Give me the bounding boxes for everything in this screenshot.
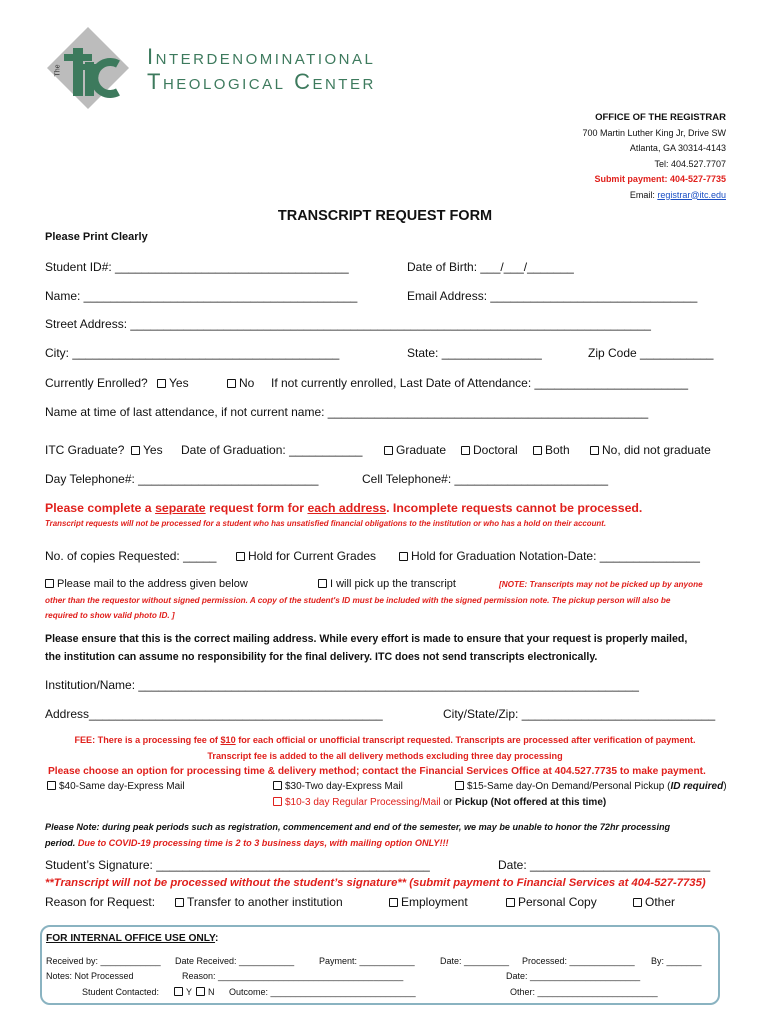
contacted-n-checkbox[interactable] <box>196 987 205 996</box>
registrar-address2: Atlanta, GA 30314-4143 <box>629 143 726 153</box>
hold-grad-option[interactable] <box>399 549 700 563</box>
contacted-n-label: N <box>208 987 215 997</box>
option-15-id-required: ID required <box>670 781 724 792</box>
reason-personal-label: Personal Copy <box>518 895 597 909</box>
reason-personal-checkbox[interactable] <box>506 898 515 907</box>
mailing-disclaimer-line2: the institution can assume no responsibility for the final delivery. ITC does not send transcripts electronically. <box>45 651 598 663</box>
graduate-option[interactable] <box>384 443 446 457</box>
registrar-block <box>582 110 726 203</box>
mail-to-option[interactable] <box>45 578 248 590</box>
notice-text-3: . Incomplete requests cannot be processed. <box>386 501 643 515</box>
last-date-field[interactable]: If not currently enrolled, Last Date of Attendance: _______________________ <box>271 376 688 390</box>
notice-text-1: Please complete a <box>45 501 156 515</box>
state-field[interactable]: State: _______________ <box>407 346 542 360</box>
dob-field[interactable]: Date of Birth: ___/___/_______ <box>407 260 574 274</box>
option-40-checkbox[interactable] <box>47 781 56 790</box>
signature-date-field[interactable]: Date: ___________________________ <box>498 858 711 872</box>
separate-form-notice <box>45 501 642 515</box>
day-telephone-field[interactable]: Day Telephone#: ___________________________ <box>45 472 319 486</box>
both-option[interactable] <box>533 443 570 457</box>
grad-yes-option[interactable] <box>131 443 163 457</box>
city-state-zip-field[interactable]: City/State/Zip: _____________________________ <box>443 707 716 721</box>
reason-transfer-label: Transfer to another institution <box>187 895 343 909</box>
outcome-field[interactable]: Outcome: _____________________________ <box>229 987 416 997</box>
pickup-checkbox[interactable] <box>318 579 327 588</box>
no-grad-option[interactable] <box>590 443 711 457</box>
registrar-submit-payment: Submit payment: 404-527-7735 <box>594 174 726 184</box>
mail-to-checkbox[interactable] <box>45 579 54 588</box>
logo-small-text: The <box>54 64 62 77</box>
grad-yes-checkbox[interactable] <box>131 446 140 455</box>
hold-current-checkbox[interactable] <box>236 552 245 561</box>
hold-current-label: Hold for Current Grades <box>248 549 377 563</box>
option-10-checkbox[interactable] <box>273 797 282 806</box>
institution-address-field[interactable]: Address____________________________________________ <box>45 707 383 721</box>
doctoral-checkbox[interactable] <box>461 446 470 455</box>
doctoral-option[interactable] <box>461 443 518 457</box>
option-40-express[interactable] <box>47 781 185 792</box>
zip-field[interactable]: Zip Code ___________ <box>588 346 714 360</box>
hold-grad-checkbox[interactable] <box>399 552 408 561</box>
notice-separate: separate <box>155 501 206 515</box>
student-signature-field[interactable]: Student’s Signature: _________________________________________ <box>45 858 430 872</box>
reason-personal-option[interactable] <box>506 895 597 909</box>
enrolled-yes-option[interactable] <box>157 376 189 390</box>
mail-to-label: Please mail to the address given below <box>57 578 248 590</box>
name-field[interactable]: Name: _________________________________________ <box>45 289 358 303</box>
name-at-time-field[interactable]: Name at time of last attendance, if not current name: ________________________________________________ <box>45 405 649 419</box>
option-15-close: ) <box>723 781 727 792</box>
contacted-y-label: Y <box>186 987 193 997</box>
print-clearly: Please Print Clearly <box>45 231 148 243</box>
pickup-option[interactable] <box>318 578 456 590</box>
reason-for-request-label: Reason for Request: <box>45 895 156 909</box>
reason-other-option[interactable] <box>633 895 675 909</box>
payment-field[interactable]: Payment: ___________ <box>319 956 415 966</box>
pickup-note-line3: required to show valid photo ID. ] <box>45 611 175 620</box>
fee-amount: $10 <box>220 735 236 745</box>
office-use-title-text: FOR INTERNAL OFFICE USE ONLY <box>46 933 216 944</box>
no-grad-checkbox[interactable] <box>590 446 599 455</box>
option-10-pickup-note: Pickup (Not offered at this time) <box>455 797 607 808</box>
currently-enrolled-label: Currently Enrolled? <box>45 376 148 390</box>
fee-text-1: FEE: There is a processing fee of <box>74 735 221 745</box>
notice-text-2: request form for <box>205 501 308 515</box>
doctoral-label: Doctoral <box>473 443 518 457</box>
pickup-note-line2: other than the requestor without signed permission. A copy of the student's ID must be included with the signed permission note. The pickup person will also be <box>45 596 671 605</box>
processed-by-field[interactable]: By: _______ <box>651 956 702 966</box>
processed-field[interactable]: Processed: _____________ <box>522 956 635 966</box>
org-name-line1: Interdenominational <box>147 44 376 69</box>
cell-telephone-field[interactable]: Cell Telephone#: _______________________ <box>362 472 609 486</box>
option-15-pickup[interactable] <box>455 781 727 792</box>
reason-other-checkbox[interactable] <box>633 898 642 907</box>
signature-warning: **Transcript will not be processed without the student’s signature** (submit payment to Financial Services at 404-527-7735) <box>45 877 706 889</box>
option-10-or: or <box>440 797 456 808</box>
student-id-field[interactable]: Student ID#: ___________________________________ <box>45 260 349 274</box>
email-address-field[interactable]: Email Address: _______________________________ <box>407 289 698 303</box>
graduate-label: Graduate <box>396 443 447 457</box>
option-40-label: $40-Same day-Express Mail <box>59 781 185 792</box>
option-10-regular[interactable] <box>273 797 606 808</box>
graduate-checkbox[interactable] <box>384 446 393 455</box>
reason-other-label: Other <box>645 895 676 909</box>
option-15-checkbox[interactable] <box>455 781 464 790</box>
enrolled-no-label: No <box>239 376 255 390</box>
enrolled-no-checkbox[interactable] <box>227 379 236 388</box>
reason-transfer-option[interactable] <box>175 895 343 909</box>
registrar-tel: Tel: 404.527.7707 <box>654 158 726 169</box>
reason-employment-checkbox[interactable] <box>389 898 398 907</box>
reason-transfer-checkbox[interactable] <box>175 898 184 907</box>
choose-option-notice: Please choose an option for processing time & delivery method; contact the Financial Services Office at 404.527.7735 to make payment. <box>48 766 706 777</box>
both-checkbox[interactable] <box>533 446 542 455</box>
registrar-email-line <box>582 188 726 204</box>
pickup-note-line1: [NOTE: Transcripts may not be picked up by anyone <box>499 580 703 589</box>
registrar-email-link[interactable]: registrar@itc.edu <box>657 189 726 200</box>
graduation-date-field[interactable]: Date of Graduation: ___________ <box>181 443 363 457</box>
form-title: TRANSCRIPT REQUEST FORM <box>277 208 493 224</box>
email-label: Email: <box>629 189 658 200</box>
option-10-label: $10-3 day Regular Processing/Mail <box>285 797 441 808</box>
option-30-express[interactable] <box>273 781 403 792</box>
itc-graduate-label: ITC Graduate? <box>45 443 125 457</box>
grad-yes-label: Yes <box>143 443 163 457</box>
reason-employment-label: Employment <box>401 895 468 909</box>
date-received-field[interactable]: Date Received: ___________ <box>175 956 295 966</box>
street-address-field[interactable]: Street Address: ______________________________________________________________________________ <box>45 317 651 331</box>
peak-period-note-line1: Please Note: during peak periods such as registration, commencement and end of the semester, we may be unable to honor the 72hr processing <box>45 822 671 832</box>
no-grad-label: No, did not graduate <box>602 443 711 457</box>
reason-employment-option[interactable] <box>389 895 468 909</box>
contacted-n-option[interactable] <box>196 987 215 997</box>
both-label: Both <box>545 443 570 457</box>
notes-not-processed: Notes: Not Processed <box>46 971 134 981</box>
fee-notice-line1 <box>0 735 770 745</box>
enrolled-yes-label: Yes <box>169 376 189 390</box>
option-15-label: $15-Same day-On Demand/Personal Pickup ( <box>467 781 671 792</box>
city-field[interactable]: City: ________________________________________ <box>45 346 340 360</box>
other-field[interactable]: Other: ________________________ <box>510 987 658 997</box>
registrar-address1: 700 Martin Luther King Jr, Drive SW <box>582 127 726 138</box>
office-use-title <box>46 933 218 944</box>
notice-each-address: each address <box>307 501 387 515</box>
student-contacted-label: Student Contacted: <box>82 987 160 997</box>
mailing-disclaimer-line1: Please ensure that this is the correct mailing address. While every effort is made to ensure that your request is properly mailed, <box>45 633 688 645</box>
received-by-field[interactable]: Received by: ____________ <box>46 956 161 966</box>
payment-date-field[interactable]: Date: _________ <box>440 956 510 966</box>
org-name-line2: Theological Center <box>147 69 376 94</box>
peak-period-note-line2 <box>45 838 449 848</box>
peak-period-text: period. <box>45 838 78 848</box>
financial-obligation-note: Transcript requests will not be processed for a student who has unsatisfied financial obligations to the institution or who has a hold on their account. <box>45 519 607 528</box>
covid-notice: Due to COVID-19 processing time is 2 to 3 business days, with mailing option ONLY!!! <box>77 838 449 848</box>
hold-current-option[interactable] <box>236 549 376 563</box>
fee-text-2: for each official or unofficial transcript requested. Transcripts are processed after verification of payment. <box>235 735 696 745</box>
not-processed-reason-field[interactable]: Reason: _____________________________________ <box>182 971 404 981</box>
pickup-label: I will pick up the transcript <box>330 578 456 590</box>
registrar-title: OFFICE OF THE REGISTRAR <box>595 112 726 123</box>
enrolled-no-option[interactable] <box>227 376 254 390</box>
contacted-y-checkbox[interactable] <box>174 987 183 996</box>
copies-requested-field[interactable]: No. of copies Requested: _____ <box>45 549 217 563</box>
option-30-label: $30-Two day-Express Mail <box>285 781 403 792</box>
enrolled-yes-checkbox[interactable] <box>157 379 166 388</box>
institution-name-field[interactable]: Institution/Name: ___________________________________________________________________________ <box>45 678 639 692</box>
contacted-y-option[interactable] <box>174 987 192 997</box>
office-use-title-colon: : <box>215 933 219 944</box>
not-processed-date-field[interactable]: Date: ______________________ <box>506 971 641 981</box>
hold-grad-label: Hold for Graduation Notation-Date: _______________ <box>411 549 700 563</box>
option-30-checkbox[interactable] <box>273 781 282 790</box>
fee-notice-line2: Transcript fee is added to the all delivery methods excluding three day processing <box>207 751 563 761</box>
